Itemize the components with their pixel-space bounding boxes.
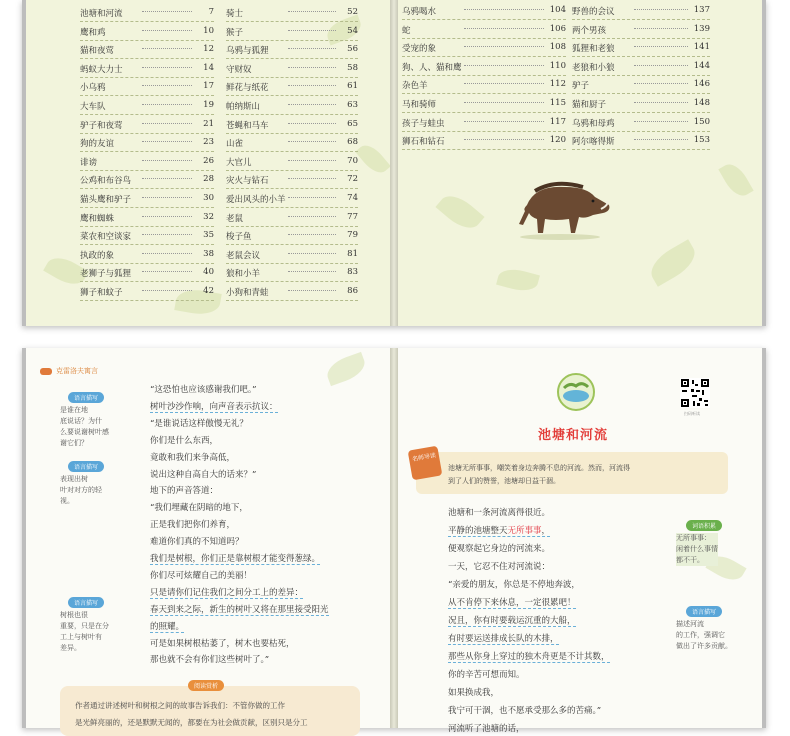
toc-leader — [288, 178, 336, 179]
toc-entry-page: 38 — [203, 248, 214, 259]
toc-leader — [634, 83, 688, 84]
toc-entry-page: 79 — [347, 230, 358, 241]
toc-entry-title: 骑士 — [226, 9, 244, 19]
toc-entry-page: 17 — [203, 81, 214, 92]
toc-entry-title: 小乌鸦 — [80, 83, 106, 94]
toc-leader — [142, 234, 192, 235]
toc-leader — [142, 67, 192, 68]
toc-entry-page: 56 — [347, 44, 358, 55]
body-line: 如果换成我， — [448, 688, 500, 698]
toc-leader — [142, 141, 192, 142]
toc-entry-title: 守财奴 — [226, 64, 252, 75]
body-line: 只是请你们记住我们之间分工上的差异： — [150, 587, 304, 598]
body-line: 你的辛苦可想而知。 — [448, 670, 525, 680]
toc-entry-page: 40 — [203, 267, 214, 278]
toc-entry-page: 26 — [203, 155, 214, 166]
note-tag: 语言描写 — [68, 597, 104, 608]
highlighted-phrase: 无所事事 — [507, 526, 542, 536]
toc-entry-title: 乌鸦喝水 — [402, 7, 437, 17]
toc-entry-title: 猫和厨子 — [572, 100, 607, 110]
note-line: 底说话？为什 — [60, 417, 102, 425]
body-line: 竟敢和我们来争高低， — [150, 452, 236, 463]
intro-badge: 名师导读 — [408, 446, 443, 481]
pond-river-icon — [556, 372, 596, 412]
toc-entry-title: 狮子和蚊子 — [80, 288, 123, 298]
boar-illustration — [505, 175, 615, 241]
toc-entry-page: 63 — [347, 100, 358, 110]
toc-entry-title: 狼和小羊 — [226, 269, 261, 280]
toc-leader — [634, 46, 688, 47]
note-line: 视。 — [60, 497, 74, 505]
toc-leader — [288, 197, 336, 198]
toc-entry-page: 112 — [549, 79, 566, 90]
body-line: 便观察起它身边的河流来。 — [448, 544, 551, 554]
toc-leader — [288, 11, 336, 12]
body-line: 你们是什么东西， — [150, 435, 219, 446]
toc-entry-title: 诽谤 — [80, 157, 98, 168]
note-text — [60, 474, 102, 507]
toc-entry-page: 12 — [203, 44, 214, 55]
toc-entry-page: 28 — [203, 174, 214, 185]
body-line: 难道你们真的不知道吗？ — [150, 537, 244, 548]
toc-entry-title: 山雀 — [226, 139, 244, 150]
qr-code[interactable] — [680, 378, 710, 408]
toc-leader — [142, 290, 192, 291]
toc-leader — [288, 123, 336, 124]
toc-entry-page: 19 — [203, 100, 214, 110]
note-tag: 词语积累 — [686, 520, 722, 531]
toc-entry[interactable] — [80, 282, 214, 304]
toc-entry-title: 大车队 — [80, 102, 106, 112]
toc-leader — [142, 271, 192, 272]
toc-entry-title: 老鼠 — [226, 213, 244, 224]
toc-entry-page: 14 — [203, 62, 214, 73]
note-line: 谢它们？ — [60, 439, 88, 447]
body-line: 河流听了池塘的话， — [448, 724, 525, 734]
toc-leader — [142, 48, 192, 49]
toc-entry-page: 153 — [693, 135, 710, 146]
toc-entry-page: 81 — [347, 248, 358, 259]
toc-leader — [288, 104, 336, 105]
toc-leader — [634, 102, 688, 103]
note-line: 表现出树 — [60, 475, 88, 483]
toc-entry-title: 狗的友谊 — [80, 139, 115, 150]
toc-entry-title: 老鼠会议 — [226, 250, 261, 261]
toc-entry-page: 106 — [549, 23, 566, 34]
toc-entry-page: 42 — [203, 286, 214, 296]
toc-entry-title: 受宠的象 — [402, 44, 437, 55]
analysis-line: 是光鲜亮丽的，还是默默无闻的，都要在为社会做贡献，区别只是分工 — [75, 718, 308, 727]
story-title: 池塘和河流 — [538, 428, 609, 443]
story-spread — [22, 348, 766, 728]
body-line: 正是我们把你们养育， — [150, 520, 236, 531]
toc-row-line — [572, 149, 710, 150]
toc-row-line — [226, 300, 358, 301]
body-line: 那些从你身上穿过的独木舟更是不计其数， — [448, 652, 610, 662]
body-line: “亲爱的朋友，你总是不停地奔波， — [448, 580, 580, 590]
toc-entry-page: 30 — [203, 193, 214, 203]
body-line: 你们尽可炫耀自己的美丽！ — [150, 570, 253, 581]
header-icon — [40, 368, 52, 375]
toc-leader — [288, 67, 336, 68]
note-line: 叶对对方的轻 — [60, 486, 102, 494]
leaf-decoration — [496, 265, 540, 295]
note-text — [60, 405, 109, 449]
qr-caption: 扫码听读 — [684, 411, 700, 416]
leaf-decoration — [435, 189, 484, 236]
note-line: 重要，只是在分 — [60, 622, 109, 630]
toc-leader — [464, 46, 544, 47]
toc-leader — [634, 28, 688, 29]
toc-leader — [142, 216, 192, 217]
toc-entry-title: 菜农和空谈家 — [80, 232, 132, 243]
toc-entry-page: 139 — [693, 23, 710, 34]
toc-entry-title: 蛇 — [402, 25, 411, 36]
toc-entry-page: 70 — [347, 155, 358, 166]
analysis-tag: 阅读赏析 — [188, 680, 224, 691]
toc-entry-title: 灾火与钻石 — [226, 176, 269, 187]
toc-entry-page: 10 — [203, 25, 214, 36]
toc-entry-title: 狗、人、猫和鹰 — [402, 62, 462, 73]
toc-entry-title: 鹰和蜘蛛 — [80, 213, 115, 224]
toc-entry-page: 83 — [347, 267, 358, 278]
toc-leader — [288, 30, 336, 31]
toc-entry-title: 孩子与蛙虫 — [402, 118, 445, 129]
toc-entry-title: 马和骑师 — [402, 100, 437, 110]
note-tag: 语言描写 — [686, 606, 722, 617]
body-line: 树叶沙沙作响，向声音表示抗议： — [150, 401, 278, 412]
note-line: 是谁在地 — [60, 406, 88, 414]
toc-leader — [634, 121, 688, 122]
toc-leader — [142, 197, 192, 198]
toc-entry-title: 猴子 — [226, 27, 244, 38]
leaf-decoration — [718, 159, 753, 200]
toc-leader — [634, 139, 688, 140]
toc-leader — [142, 85, 192, 86]
note-tag: 语言描写 — [68, 461, 104, 472]
toc-entry-page: 21 — [203, 118, 214, 129]
book-spine — [390, 0, 398, 326]
toc-entry-page: 68 — [347, 137, 358, 148]
toc-entry[interactable] — [402, 131, 566, 153]
book-spine — [390, 348, 398, 728]
note-line: 都不干。 — [676, 556, 704, 564]
toc-leader — [288, 141, 336, 142]
toc-entry-page: 115 — [549, 98, 566, 108]
toc-leader — [464, 83, 544, 84]
body-line: 可是如果树根枯萎了，树木也要枯死， — [150, 638, 295, 649]
intro-line: 到了人们的赞誉，池塘却日益干涸。 — [448, 477, 560, 485]
body-line: 那也就不会有你们这些树叶了。” — [150, 655, 270, 666]
note-line: 差异。 — [60, 644, 81, 652]
toc-leader — [464, 9, 544, 10]
toc-entry-title: 乌鸦与狐狸 — [226, 46, 269, 57]
toc-entry-page: 150 — [693, 116, 710, 127]
note-line: 树根也很 — [60, 611, 88, 619]
toc-entry-page: 35 — [203, 230, 214, 241]
toc-entry-title: 执政的象 — [80, 250, 115, 261]
toc-entry-page: 104 — [549, 5, 566, 15]
body-line: 池塘和一条河流离得很近。 — [448, 508, 551, 518]
toc-leader — [288, 160, 336, 161]
note-line: 描述河流 — [676, 620, 704, 628]
toc-entry-title: 苍蝇和马车 — [226, 120, 269, 131]
toc-leader — [288, 290, 336, 291]
leaf-decoration — [645, 239, 701, 287]
toc-leader — [142, 178, 192, 179]
toc-entry-page: 86 — [347, 286, 358, 296]
toc-entry-title: 公鸡和布谷鸟 — [80, 176, 132, 187]
note-tag: 语言描写 — [68, 392, 104, 403]
toc-leader — [464, 139, 544, 140]
toc-entry-page: 58 — [347, 62, 358, 73]
note-line: 工上与树叶有 — [60, 633, 102, 641]
body-line: 一天，它忍不住对河流说： — [448, 562, 551, 572]
toc-leader — [288, 85, 336, 86]
body-line: “是谁说话这样傲慢无礼？ — [150, 418, 248, 429]
body-line: 我们是树根，你们正是靠树根才能变得葱绿。 — [150, 554, 321, 564]
toc-entry-title: 驴子和夜莺 — [80, 120, 123, 131]
toc-entry-page: 141 — [693, 42, 710, 53]
toc-entry-page: 72 — [347, 174, 358, 185]
toc-leader — [142, 11, 192, 12]
note-text — [676, 533, 718, 566]
toc-entry-title: 杂色羊 — [402, 81, 428, 92]
body-line: 说出这种自高自大的话来？” — [150, 469, 257, 480]
toc-leader — [464, 102, 544, 103]
toc-entry-page: 54 — [347, 25, 358, 36]
note-text — [60, 610, 109, 654]
toc-leader — [142, 30, 192, 31]
toc-entry-page: 117 — [549, 116, 566, 127]
note-line: 无所事事： — [676, 534, 711, 542]
toc-leader — [142, 123, 192, 124]
toc-entry-title: 狐狸和老狼 — [572, 44, 615, 55]
toc-entry[interactable] — [572, 131, 710, 153]
note-line: 做出了许多贡献。 — [676, 642, 732, 650]
toc-entry-title: 猫头鹰和驴子 — [80, 195, 132, 205]
toc-entry-page: 120 — [549, 135, 566, 146]
toc-entry-title: 小狗和青蛙 — [226, 288, 269, 298]
toc-entry-page: 137 — [693, 5, 710, 15]
toc-entry-title: 鹰和鸡 — [80, 27, 106, 38]
note-line: 的工作，强调它 — [676, 631, 725, 639]
toc-leader — [634, 65, 688, 66]
toc-entry-title: 梭子鱼 — [226, 232, 252, 243]
toc-entry-title: 老狼和小狼 — [572, 62, 615, 73]
intro-line: 池塘无所事事，嘲笑着身边奔腾不息的河流。然而，河流得 — [448, 464, 630, 472]
toc-leader — [464, 121, 544, 122]
toc-entry-page: 110 — [549, 60, 566, 71]
toc-leader — [288, 216, 336, 217]
body-line: 的照耀。 — [150, 621, 185, 632]
toc-entry-title: 帕纳斯山 — [226, 102, 261, 112]
body-line: “我们埋藏在阴暗的地下， — [150, 503, 248, 514]
toc-leader — [288, 253, 336, 254]
body-line: 况且，你有时要载运沉重的大船， — [448, 616, 576, 626]
toc-entry-page: 65 — [347, 118, 358, 129]
toc-leader — [288, 234, 336, 235]
toc-row-line — [80, 300, 214, 301]
body-line: 我宁可干涸，也不愿承受那么多的苦痛。” — [448, 706, 602, 716]
toc-entry[interactable] — [226, 282, 358, 304]
toc-entry-title: 鲜花与纸花 — [226, 83, 269, 94]
body-line: 从不肯停下来休息，一定很累吧！ — [448, 598, 576, 608]
intro-text — [448, 462, 630, 488]
toc-entry-page: 144 — [693, 60, 710, 71]
toc-entry-title: 蚂蚁大力士 — [80, 64, 123, 75]
toc-entry-title: 猫和夜莺 — [80, 46, 115, 57]
body-line: 有时要运送排成长队的木排， — [448, 634, 559, 644]
toc-entry-title: 野兽的会议 — [572, 7, 615, 17]
toc-entry-page: 52 — [347, 7, 358, 17]
toc-entry-title: 阿尔喀得斯 — [572, 137, 615, 148]
toc-entry-title: 大官儿 — [226, 157, 252, 168]
body-line: 地下的声音答道： — [150, 486, 219, 497]
leaf-decoration — [323, 352, 368, 386]
note-line: 闲着什么事情 — [676, 545, 718, 553]
toc-row-line — [402, 149, 566, 150]
toc-leader — [288, 271, 336, 272]
toc-leader — [142, 104, 192, 105]
toc-leader — [288, 48, 336, 49]
toc-entry-page: 146 — [693, 79, 710, 90]
toc-leader — [142, 253, 192, 254]
toc-entry-page: 61 — [347, 81, 358, 92]
toc-entry-title: 两个男孩 — [572, 25, 607, 36]
book-header: 克雷洛夫寓言 — [40, 366, 98, 376]
toc-entry-title: 池塘和河流 — [80, 9, 123, 19]
toc-entry-title: 爱出风头的小羊 — [226, 195, 286, 205]
toc-leader — [634, 9, 688, 10]
toc-entry-page: 23 — [203, 137, 214, 148]
toc-leader — [142, 160, 192, 161]
toc-leader — [464, 65, 544, 66]
body-line: “这恐怕也应该感谢我们吧。” — [150, 385, 257, 395]
toc-entry-page: 32 — [203, 211, 214, 222]
toc-entry-page: 77 — [347, 211, 358, 222]
toc-entry-page: 74 — [347, 193, 358, 203]
leaf-decoration — [355, 140, 391, 178]
toc-entry-page: 148 — [693, 98, 710, 108]
toc-entry-page: 7 — [208, 7, 214, 17]
toc-leader — [464, 28, 544, 29]
note-line: 么要说谢树叶感 — [60, 428, 109, 436]
body-line: 平静的池塘整天无所事事， — [448, 526, 551, 536]
toc-entry-page: 108 — [549, 42, 566, 53]
toc-entry-title: 老狮子与狐狸 — [80, 269, 132, 280]
toc-entry-title: 乌鸦和母鸡 — [572, 118, 615, 129]
toc-entry-title: 狮石和钻石 — [402, 137, 445, 148]
analysis-line: 作者通过讲述树叶和树根之间的故事告诉我们：不管你做的工作 — [75, 701, 285, 710]
body-line: 春天到来之际，新生的树叶又将在那里接受阳光 — [150, 604, 329, 615]
analysis-text — [75, 697, 308, 731]
note-text — [676, 619, 732, 652]
toc-entry-title: 驴子 — [572, 81, 590, 92]
